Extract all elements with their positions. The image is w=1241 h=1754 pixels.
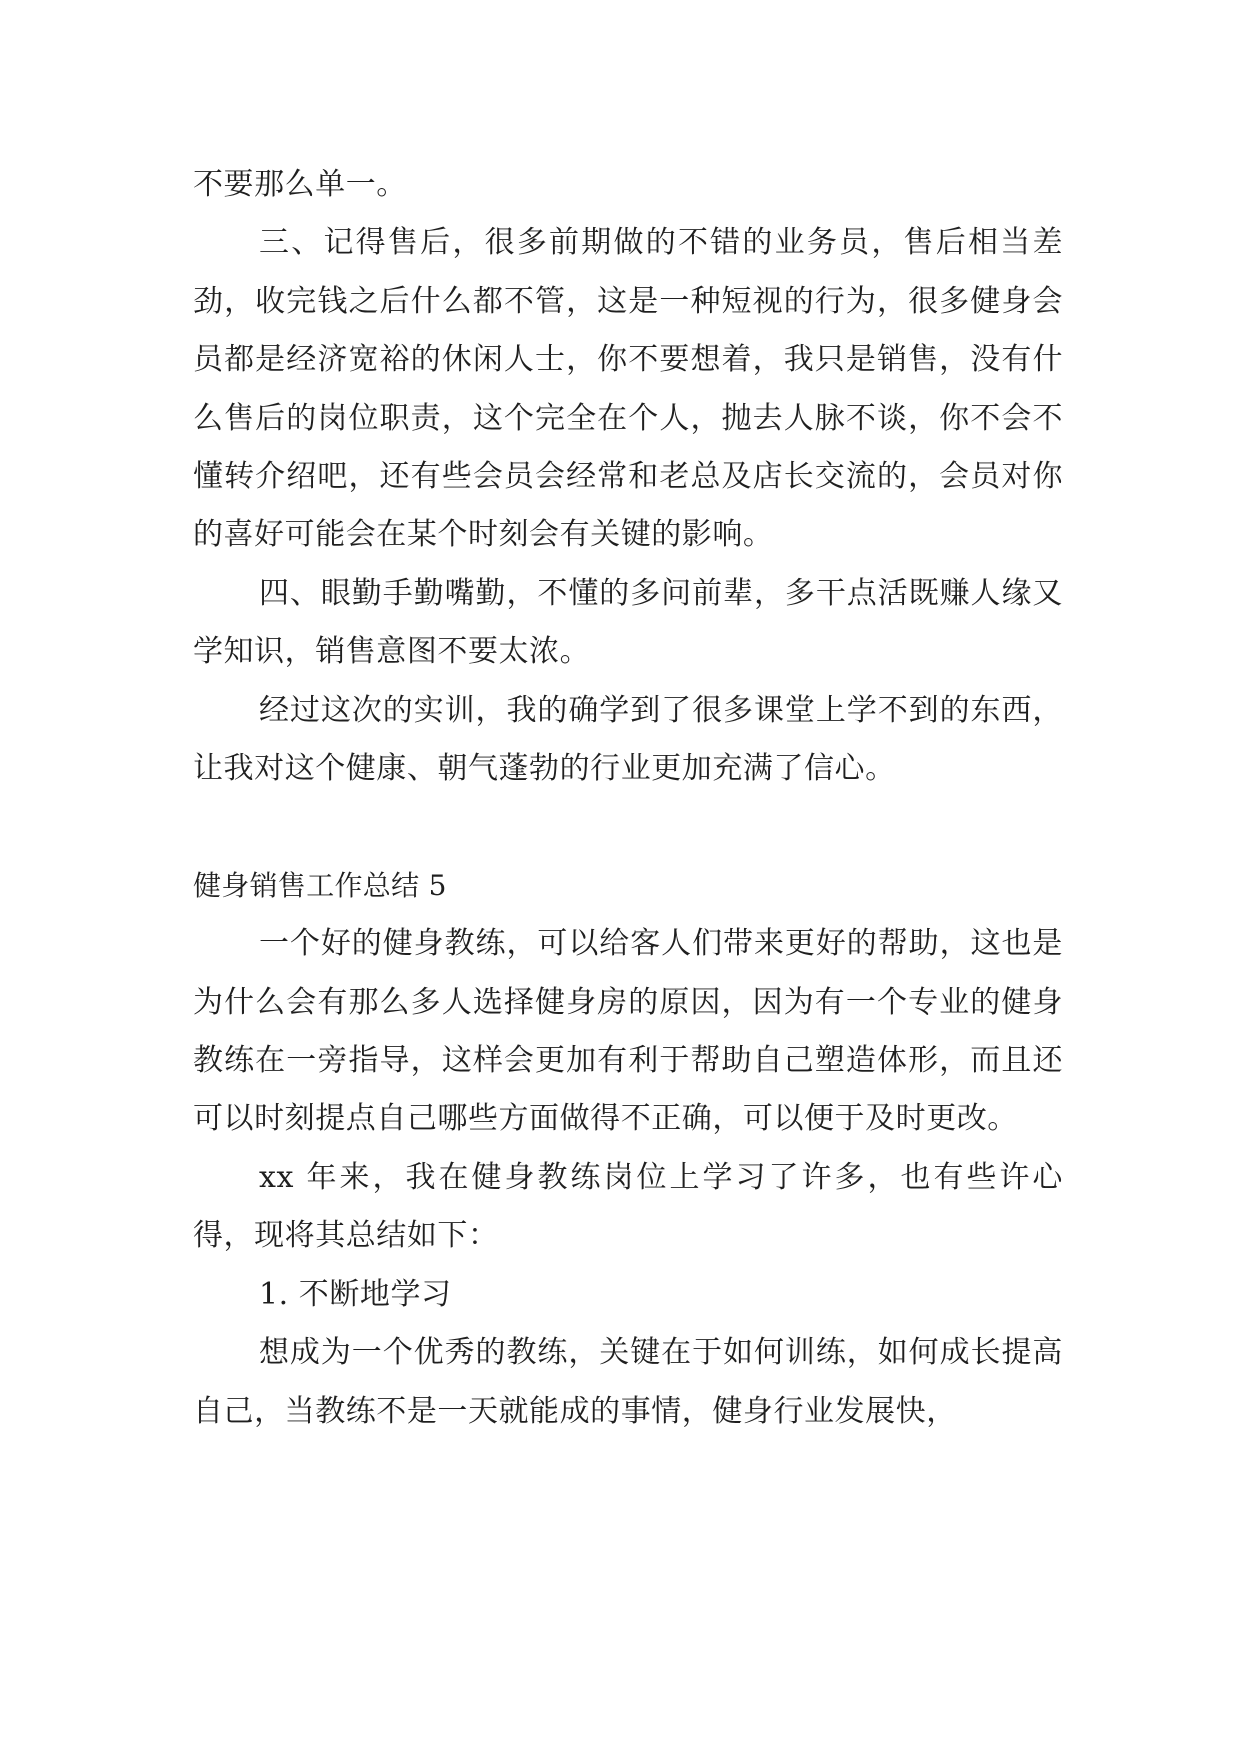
- paragraph-conclusion: 经过这次的实训，我的确学到了很多课堂上学不到的东西，让我对这个健康、朝气蓬勃的行业更加充满了信心。: [193, 692, 1063, 787]
- section-title: 健身销售工作总结 5: [193, 868, 447, 902]
- list-item-learning: 1. 不断地学习: [259, 1276, 452, 1312]
- paragraph-continuation: 不要那么单一。: [193, 167, 407, 202]
- paragraph-diligence: 四、眼勤手勤嘴勤，不懂的多问前辈，多干点活既赚人缘又学知识，销售意图不要太浓。: [193, 575, 1063, 670]
- paragraph-learning-detail: 想成为一个优秀的教练，关键在于如何训练，如何成长提高自己，当教练不是一天就能成的事情，健身行业发展快，: [193, 1335, 1063, 1429]
- document-body: [193, 156, 1063, 1441]
- paragraph-summary-intro: xx 年来，我在健身教练岗位上学习了许多，也有些许心得，现将其总结如下：: [193, 1159, 1063, 1254]
- section-spacer: [193, 798, 1063, 856]
- paragraph-coach-intro: 一个好的健身教练，可以给客人们带来更好的帮助，这也是为什么会有那么多人选择健身房的原因，因为有一个专业的健身教练在一旁指导，这样会更加有利于帮助自己塑造体形，而且还可以时刻提点自己哪些方面做得不正确，可以便于及时更改。: [193, 926, 1063, 1137]
- paragraph-after-sales: 三、记得售后，很多前期做的不错的业务员，售后相当差劲，收完钱之后什么都不管，这是一种短视的行为，很多健身会员都是经济宽裕的休闲人士，你不要想着，我只是销售，没有什么售后的岗位职责，这个完全在个人，抛去人脉不谈，你不会不懂转介绍吧，还有些会员会经常和老总及店长交流的，会员对你的喜好可能会在某个时刻会有关键的影响。: [193, 225, 1063, 553]
